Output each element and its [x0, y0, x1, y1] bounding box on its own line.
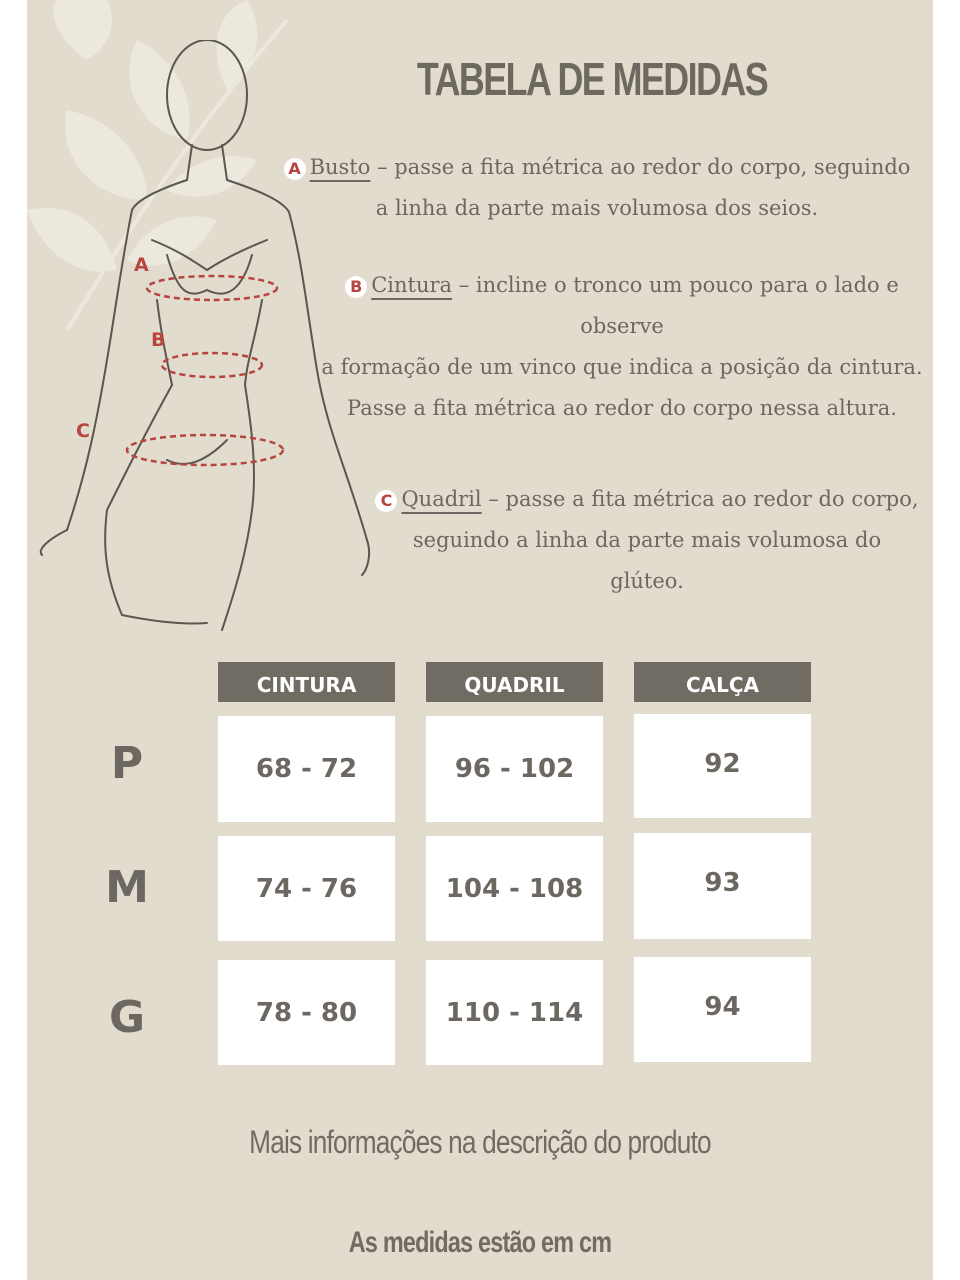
table-cell: 78 - 80: [218, 960, 395, 1065]
badge-a: A: [284, 158, 306, 180]
table-cell: 74 - 76: [218, 836, 395, 941]
badge-b: B: [345, 276, 367, 298]
table-cell: 104 - 108: [426, 836, 603, 941]
table-cell: 92: [634, 714, 811, 818]
badge-c: C: [375, 490, 397, 512]
term-busto: Busto: [309, 155, 371, 179]
table-cell: 68 - 72: [218, 716, 395, 822]
term-cintura: Cintura: [371, 273, 453, 297]
column-header-calca: CALÇA: [634, 662, 811, 702]
table-cell: 94: [634, 957, 811, 1062]
figure-label-b: B: [151, 329, 166, 351]
measure-busto: A Busto – passe a fita métrica ao redor do corpo, seguindo a linha da parte mais volumosa dos seios.: [267, 147, 927, 229]
figure-label-c: C: [76, 420, 90, 442]
figure-label-a: A: [134, 254, 149, 276]
term-quadril: Quadril: [401, 487, 482, 511]
measure-cintura: B Cintura – incline o tronco um pouco para o lado e observe a formação de um vinco que indica a posição da cintura. Passe a fita métrica ao redor do corpo nessa altura.: [321, 273, 923, 420]
size-label-g: G: [108, 992, 146, 1043]
table-cell: 93: [634, 833, 811, 939]
column-header-cintura: CINTURA: [218, 662, 395, 702]
footer-units: As medidas estão em cm: [348, 1226, 612, 1259]
page-title: TABELA DE MEDIDAS: [416, 53, 768, 105]
column-header-quadril: QUADRIL: [426, 662, 603, 702]
measure-quadril: C Quadril – passe a fita métrica ao redor do corpo, seguindo a linha da parte mais volumosa do glúteo.: [367, 479, 927, 602]
table-cell: 110 - 114: [426, 960, 603, 1065]
size-label-p: P: [110, 738, 144, 789]
table-cell: 96 - 102: [426, 716, 603, 822]
size-chart-card: [27, 0, 933, 1280]
size-label-m: M: [105, 862, 149, 913]
footer-info: Mais informações na descrição do produto: [249, 1124, 711, 1160]
